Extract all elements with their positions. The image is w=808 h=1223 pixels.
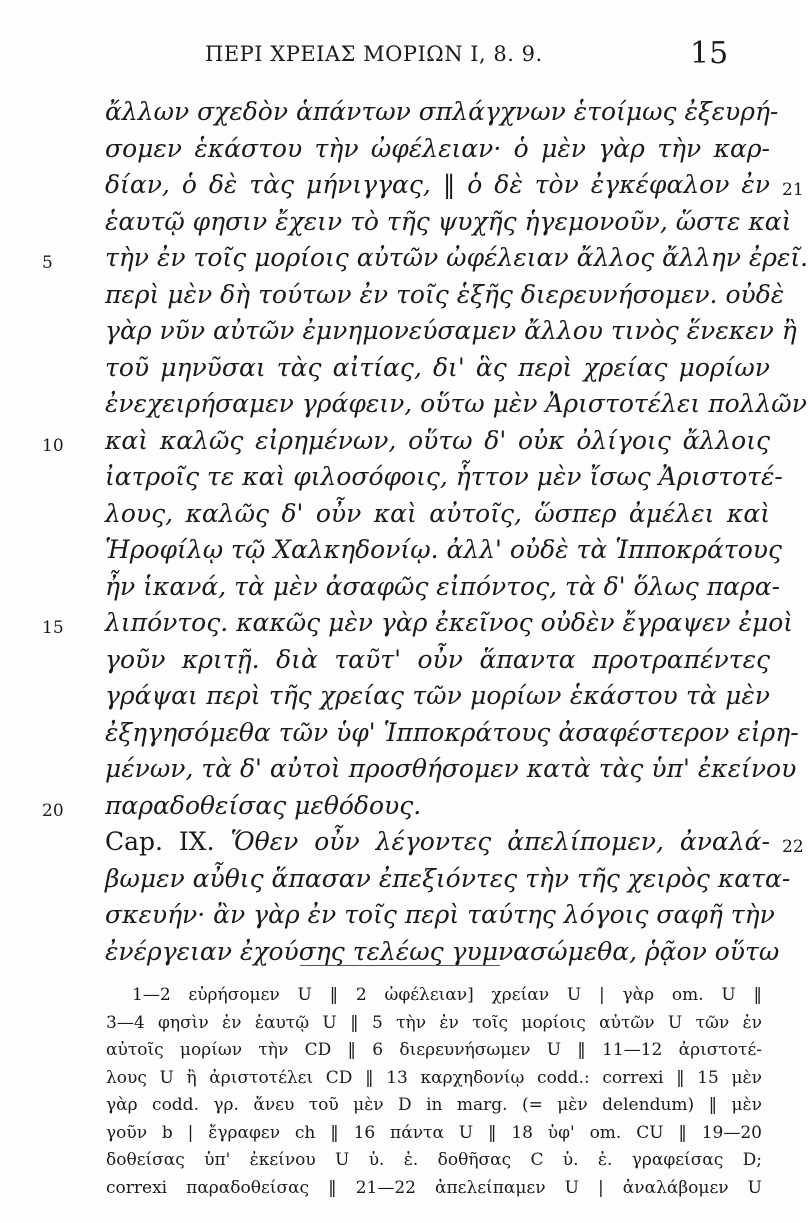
line-text: σκευήν· ἂν γὰρ ἐν τοῖς περὶ ταύτης λόγοις σαφῆ τὴν — [105, 900, 775, 929]
running-head — [0, 36, 800, 76]
line-text: τὴν ἐν τοῖς μορίοις αὐτῶν ὠφέλειαν ἄλλος ἄλλην ἐρεῖ. — [105, 243, 808, 272]
text-line — [40, 170, 804, 206]
line-number: 10 — [42, 435, 64, 456]
text-line — [40, 863, 791, 900]
line-text: λιπόντος. κακῶς μὲν γὰρ ἐκεῖνος οὐδὲν ἔγραψεν ἐμοὶ — [105, 608, 794, 637]
footnote-rule — [300, 965, 500, 966]
line-text: τοῦ μηνῦσαι τὰς αἰτίας, δι' ἃς περὶ χρείας μορίων — [105, 352, 770, 382]
text-line — [40, 206, 792, 243]
apparatus-line: λους U ἢ ἀριστοτέλει CD ‖ 13 καρχηδονίῳ codd.: correxi ‖ 15 μὲν — [106, 1067, 762, 1088]
line-text: γράψαι περὶ τῆς χρείας τῶν μορίων ἑκάστου τὰ μὲν — [105, 681, 770, 710]
text-line — [40, 681, 780, 717]
line-text: ἄλλων σχεδὸν ἁπάντων σπλάγχνων ἑτοίμως ἐξευρή- — [105, 97, 779, 126]
running-title: ΠΕΡΙ ΧΡΕΙΑΣ ΜΟΡΙΩΝ Ι, 8. 9. — [205, 42, 543, 66]
line-text: ἰατροῖς τε καὶ φιλοσόφοις, ἧττον μὲν ἴσως Ἀριστοτέ- — [105, 462, 783, 491]
margin-reference: 21 — [782, 180, 804, 200]
apparatus-line: γοῦν b | ἔγραφεν ch ‖ 16 πάντα U ‖ 18 ὑφ' om. CU ‖ 19—20 — [106, 1122, 762, 1143]
text-line — [40, 572, 780, 608]
line-text: γοῦν κριτῇ. διὰ ταῦτ' οὖν ἅπαντα προτραπέντες — [105, 644, 770, 674]
text-line — [40, 316, 797, 352]
line-text: καὶ καλῶς εἰρημένων, οὕτω δ' οὐκ ὀλίγοις ἄλλοις — [105, 425, 770, 455]
line-text: ἐξηγησόμεθα τῶν ὑφ' Ἱπποκράτους ἀσαφέστερον εἰρη- — [105, 717, 799, 747]
line-text: ἦν ἱκανά, τὰ μὲν ἀσαφῶς εἰπόντος, τὰ δ' ὅλως παρα- — [105, 571, 781, 601]
line-text: περὶ μὲν δὴ τούτων ἐν τοῖς ἑξῆς διερευνήσομεν. οὐδὲ — [105, 279, 785, 309]
page-number: 15 — [690, 36, 729, 71]
text-line — [40, 353, 780, 389]
line-text: μένων, τὰ δ' αὐτοὶ προσθήσομεν κατὰ τὰς ὑπ' ἐκείνου — [105, 754, 797, 783]
apparatus-line: correxi παραδοθείσας ‖ 21—22 ἀπελείπαμεν U | ἀναλάβομεν U — [106, 1177, 762, 1198]
text-line — [40, 645, 780, 681]
text-line — [40, 426, 780, 462]
text-line — [40, 937, 780, 973]
line-number: 20 — [42, 800, 64, 821]
text-line — [40, 754, 797, 790]
margin-reference: 22 — [782, 837, 804, 857]
text-line — [40, 827, 804, 863]
line-text: σομεν ἑκάστου τὴν ὠφέλειαν· ὁ μὲν γὰρ τὴν καρ- — [105, 133, 770, 163]
line-text: Ἡροφίλῳ τῷ Χαλκηδονίῳ. ἀλλ' οὐδὲ τὰ Ἱπποκράτους — [105, 535, 782, 564]
apparatus-line: 3—4 φησὶν ἐν ἑαυτῷ U ‖ 5 τὴν ἐν τοῖς μορίοις αὐτῶν U τῶν ἐν — [106, 1012, 762, 1033]
line-text: ἐνέργειαν ἐχούσης τελέως γυμνασώμεθα, ῥᾷον οὕτω — [105, 936, 780, 966]
text-line — [40, 900, 780, 936]
line-text: Cap. IX. Ὅθεν οὖν λέγοντες ἀπελίπομεν, ἀναλά- — [105, 827, 770, 856]
line-text: δίαν, ὁ δὲ τὰς μήνιγγας, ‖ ὁ δὲ τὸν ἐγκέφαλον ἐν — [105, 170, 770, 199]
text-line — [40, 462, 783, 498]
line-number: 5 — [42, 253, 53, 273]
text-line — [40, 279, 785, 316]
text-line — [40, 608, 794, 644]
line-text: λους, καλῶς δ' οὖν καὶ αὐτοῖς, ὥσπερ ἀμέλει καὶ — [105, 498, 770, 528]
text-line — [40, 243, 808, 279]
text-line — [40, 791, 780, 827]
text-line — [40, 717, 799, 754]
chapter-label: Cap. IX. — [105, 827, 215, 856]
line-text: γὰρ νῦν αὐτῶν ἐμνημονεύσαμεν ἄλλου τινὸς ἕνεκεν ἢ — [105, 316, 797, 345]
apparatus-line: αὐτοῖς μορίων τὴν CD ‖ 6 διερευνήσωμεν U ‖ 11—12 ἀριστοτέ- — [106, 1040, 762, 1060]
text-line — [40, 535, 780, 571]
text-line — [40, 499, 780, 535]
apparatus-line: δοθείσας ὑπ' ἐκείνου U ὑ. ἐ. δοθῆσας C ὑ. ἐ. γραφείσας D; — [106, 1150, 762, 1170]
text-line — [40, 97, 780, 133]
text-line — [40, 389, 807, 425]
text-line — [40, 134, 780, 170]
line-text: βωμεν αὖθις ἅπασαν ἐπεξιόντες τὴν τῆς χειρὸς κατα- — [105, 863, 791, 893]
apparatus-line: 1—2 εὑρήσομεν U ‖ 2 ὠφέλειαν] χρείαν U | γὰρ om. U ‖ — [132, 985, 762, 1005]
line-text: ἑαυτῷ φησιν ἔχειν τὸ τῆς ψυχῆς ἡγεμονοῦν, ὥστε καὶ — [105, 206, 792, 236]
line-number: 15 — [42, 618, 64, 638]
apparatus-line: γὰρ codd. γρ. ἄνευ τοῦ μὲν D in marg. (= μὲν delendum) ‖ μὲν — [106, 1095, 762, 1115]
line-text: ἐνεχειρήσαμεν γράφειν, οὕτω μὲν Ἀριστοτέλει πολλῶν — [105, 389, 807, 418]
line-text: παραδοθείσας μεθόδους. — [105, 790, 422, 820]
